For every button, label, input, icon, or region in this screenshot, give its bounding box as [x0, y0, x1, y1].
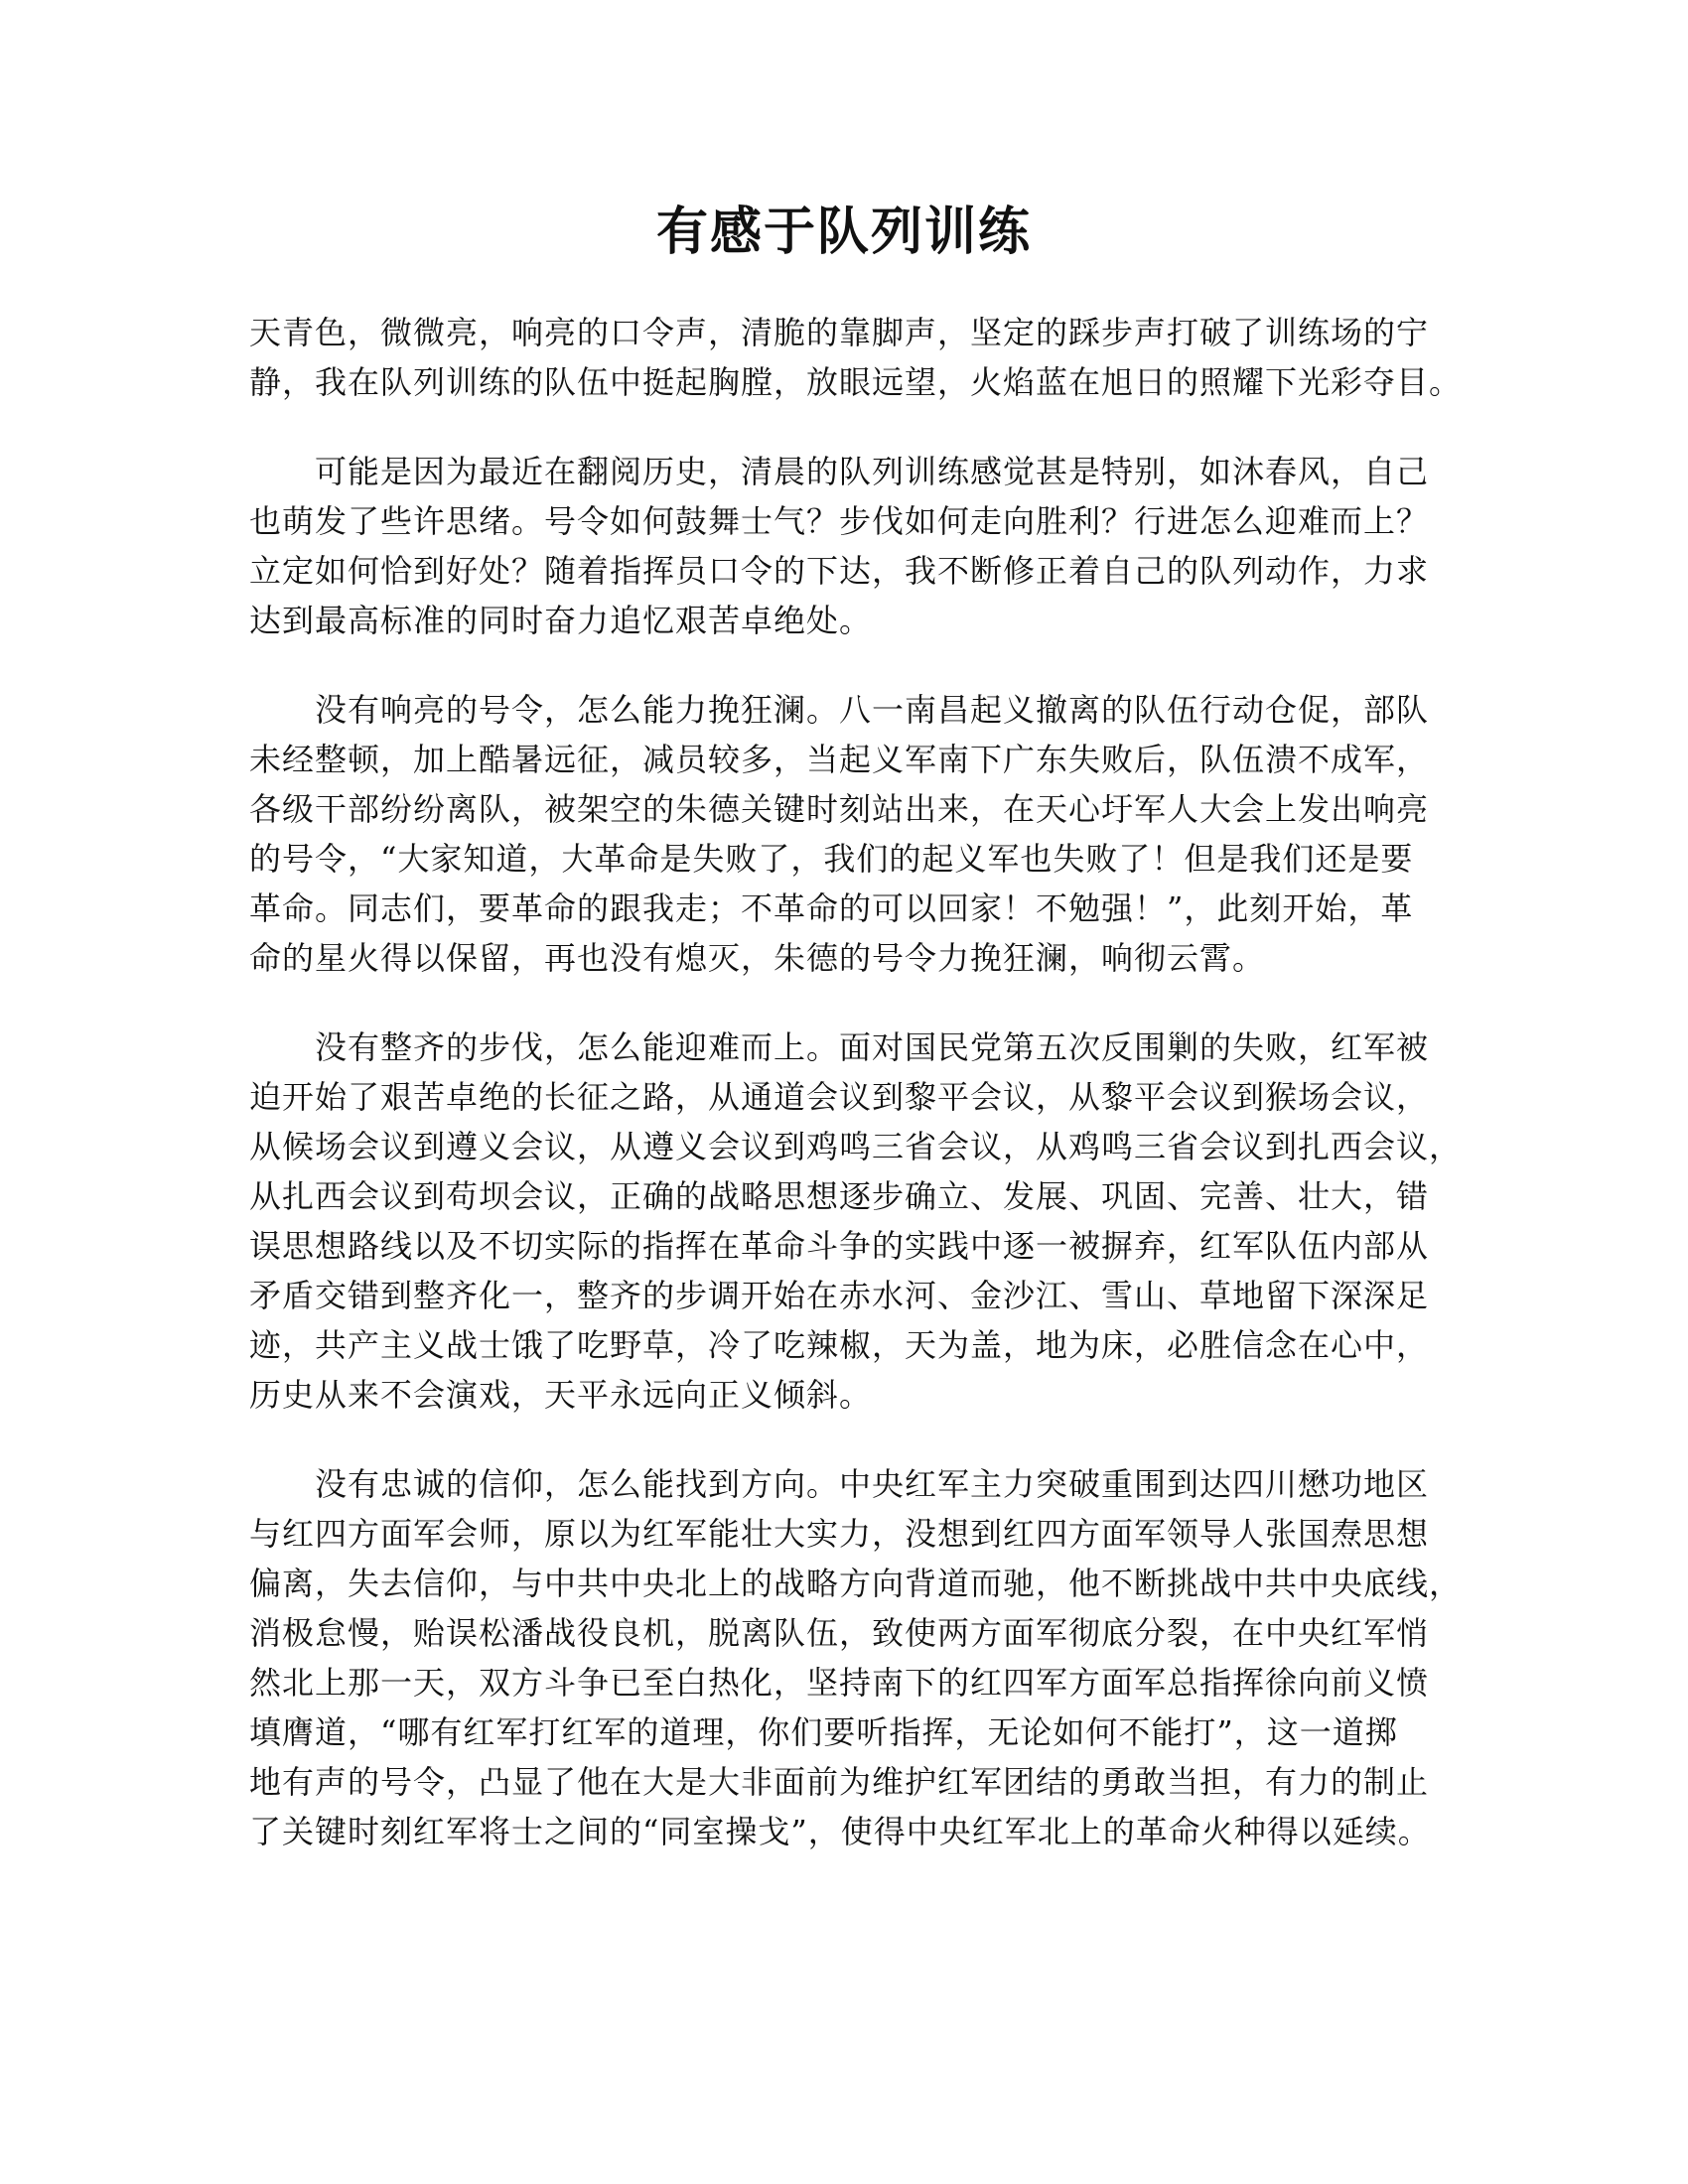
- text-line: 没有忠诚的信仰，怎么能找到方向。中央红军主力突破重围到达四川懋功地区: [249, 1465, 1430, 1503]
- text-line: 也萌发了些许思绪。号令如何鼓舞士气？步伐如何走向胜利？行进怎么迎难而上？: [249, 502, 1430, 540]
- text-line: 历史从来不会演戏，天平永远向正义倾斜。: [249, 1376, 873, 1414]
- text-line: 革命。同志们，要革命的跟我走；不革命的可以回家！不勉强！”，此刻开始，革: [249, 889, 1414, 927]
- paragraph-1: [249, 308, 1461, 407]
- document-body: [249, 308, 1461, 1896]
- text-line: 误思想路线以及不切实际的指挥在革命斗争的实践中逐一被摒弃，红军队伍内部从: [249, 1227, 1430, 1265]
- text-line: 可能是因为最近在翻阅历史，清晨的队列训练感觉甚是特别，如沐春风，自己: [249, 453, 1430, 490]
- text-line: 填膺道，“哪有红军打红军的道理，你们要听指挥，无论如何不能打”，这一道掷: [249, 1713, 1398, 1751]
- paragraph-5: [249, 1459, 1461, 1856]
- text-line: 达到最高标准的同时奋力追忆艰苦卓绝处。: [249, 602, 873, 639]
- text-line: 与红四方面军会师，原以为红军能壮大实力，没想到红四方面军领导人张国焘思想: [249, 1515, 1430, 1553]
- paragraph-3: [249, 685, 1461, 983]
- text-line: 然北上那一天，双方斗争已至白热化，坚持南下的红四军方面军总指挥徐向前义愤: [249, 1664, 1430, 1702]
- text-line: 了关键时刻红军将士之间的“同室操戈”，使得中央红军北上的革命火种得以延续。: [249, 1813, 1431, 1850]
- text-line: 迫开始了艰苦卓绝的长征之路，从通道会议到黎平会议，从黎平会议到猴场会议，: [249, 1078, 1430, 1116]
- text-line: 从扎西会议到苟坝会议，正确的战略思想逐步确立、发展、巩固、完善、壮大，错: [249, 1177, 1430, 1215]
- text-line: 命的星火得以保留，再也没有熄灭，朱德的号令力挽狂澜，响彻云霄。: [249, 939, 1266, 977]
- text-line: 矛盾交错到整齐化一，整齐的步调开始在赤水河、金沙江、雪山、草地留下深深足: [249, 1277, 1430, 1314]
- text-line: 天青色，微微亮，响亮的口令声，清脆的靠脚声，坚定的踩步声打破了训练场的宁: [249, 314, 1430, 351]
- text-line: 消极怠慢，贻误松潘战役良机，脱离队伍，致使两方面军彻底分裂，在中央红军悄: [249, 1614, 1430, 1652]
- text-line: 地有声的号令，凸显了他在大是大非面前为维护红军团结的勇敢当担，有力的制止: [249, 1763, 1430, 1801]
- document-title: 有感于队列训练: [655, 203, 1032, 262]
- text-line: 从候场会议到遵义会议，从遵义会议到鸡鸣三省会议，从鸡鸣三省会议到扎西会议，: [249, 1128, 1463, 1165]
- text-line: 静，我在队列训练的队伍中挺起胸膛，放眼远望，火焰蓝在旭日的照耀下光彩夺目。: [249, 363, 1463, 401]
- text-line: 没有响亮的号令，怎么能力挽狂澜。八一南昌起义撤离的队伍行动仓促，部队: [249, 691, 1430, 729]
- paragraph-4: [249, 1023, 1461, 1420]
- text-line: 各级干部纷纷离队，被架空的朱德关键时刻站出来，在天心圩军人大会上发出响亮: [249, 790, 1430, 828]
- text-line: 迹，共产主义战士饿了吃野草，冷了吃辣椒，天为盖，地为床，必胜信念在心中，: [249, 1326, 1430, 1364]
- text-line: 立定如何恰到好处？随着指挥员口令的下达，我不断修正着自己的队列动作，力求: [249, 552, 1430, 590]
- paragraph-2: [249, 447, 1461, 645]
- text-line: 的号令，“大家知道，大革命是失败了，我们的起义军也失败了！但是我们还是要: [249, 840, 1414, 878]
- text-line: 没有整齐的步伐，怎么能迎难而上。面对国民党第五次反围剿的失败，红军被: [249, 1028, 1430, 1066]
- text-line: 未经整顿，加上酷暑远征，减员较多，当起义军南下广东失败后，队伍溃不成军，: [249, 741, 1430, 778]
- text-line: 偏离，失去信仰，与中共中央北上的战略方向背道而驰，他不断挑战中共中央底线，: [249, 1565, 1463, 1602]
